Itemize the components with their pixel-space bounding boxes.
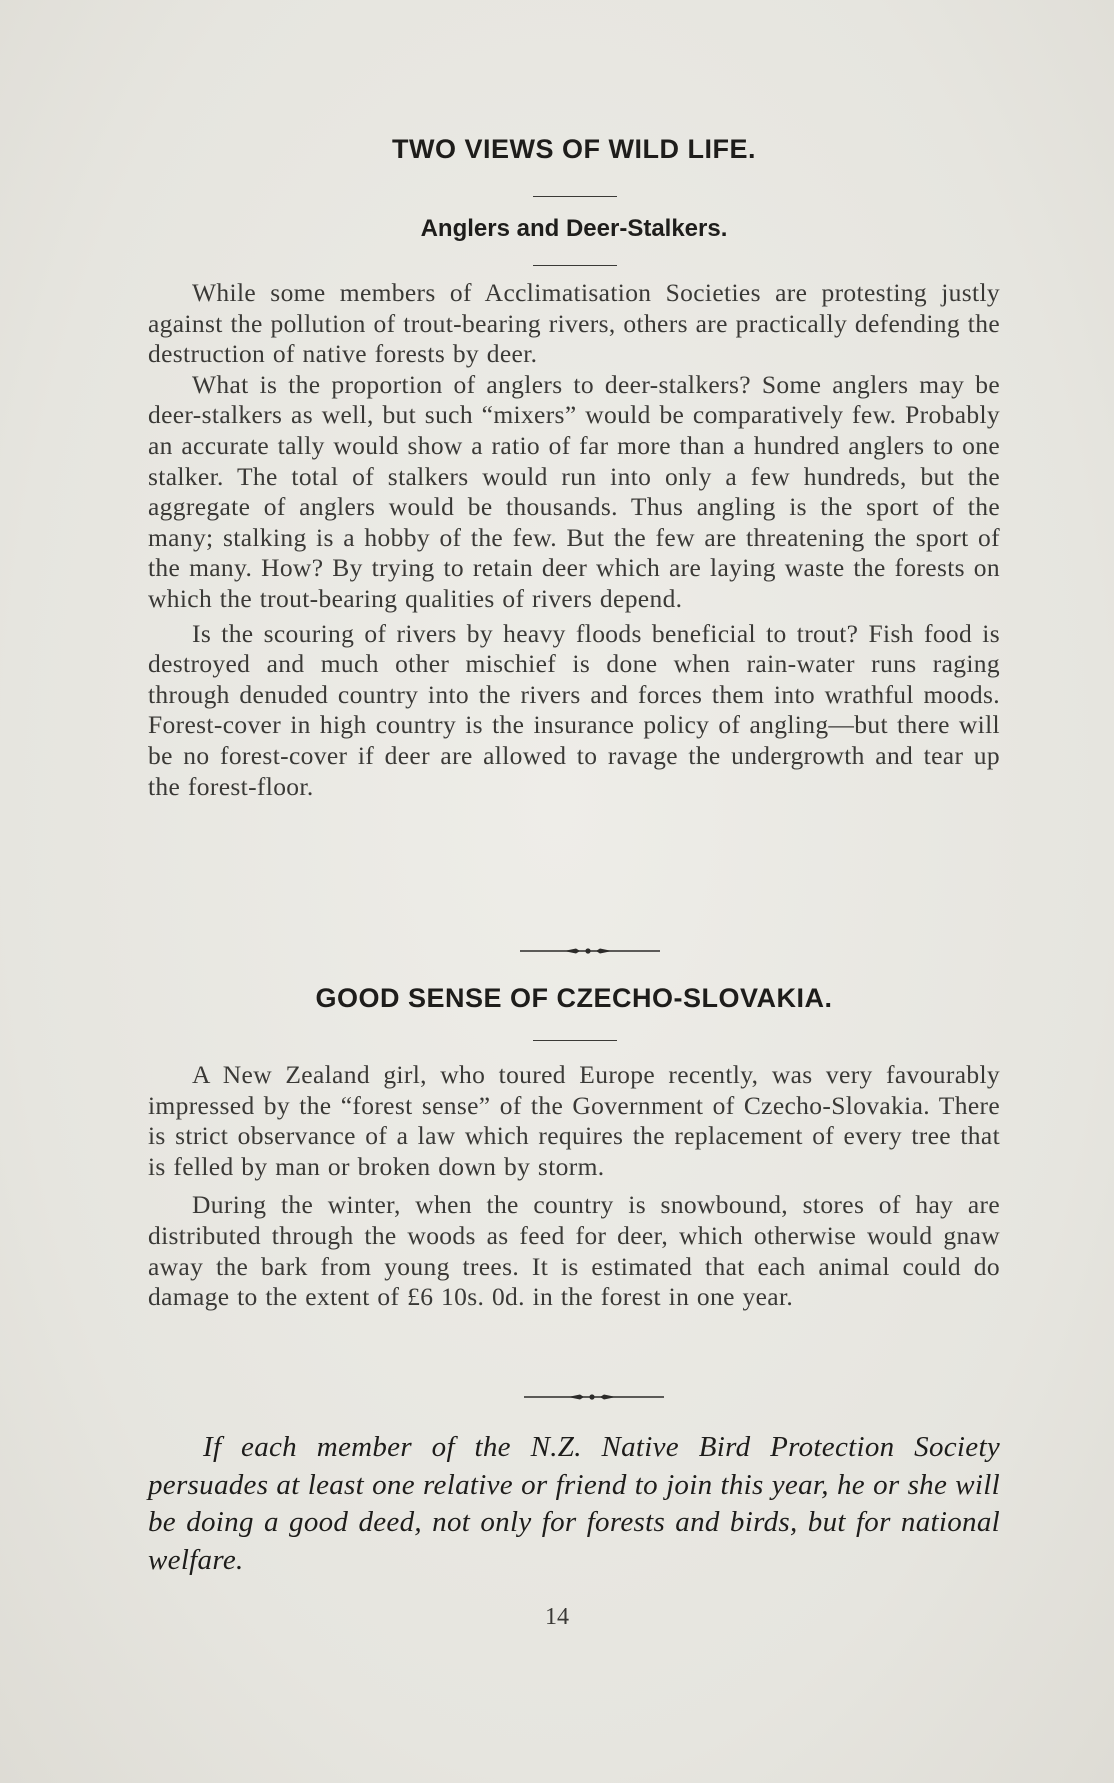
paragraph: During the winter, when the country is snowbound, stores of hay are distributed through the woods as feed for deer, which otherwise would gnaw away the bark from young trees. It is estimated that each animal could do damage to the extent of £6 10s. 0d. in the forest in one year.: [148, 1190, 1000, 1312]
article-title: TWO VIEWS OF WILD LIFE.: [392, 134, 756, 164]
title-rule: [533, 196, 617, 197]
title-rule: [533, 1040, 617, 1041]
article-body: [148, 278, 1000, 802]
paragraph: Is the scouring of rivers by heavy floods beneficial to trout? Fish food is destroyed and much other mischief is done when rain-water runs raging through denuded country into the rivers and forces them into wrathful moods. Forest-cover in high country is the insurance policy of angling—but there will be no forest-cover if deer are allowed to ravage the undergrowth and tear up the forest-floor.: [148, 618, 1000, 801]
subtitle-rule: [533, 265, 617, 266]
paragraph: While some members of Acclimatisation Societies are protesting justly against the pollution of trout-bearing rivers, others are practically defending the destruction of native forests by deer.: [148, 278, 1000, 369]
article-czecho-slovakia: [148, 983, 1000, 1014]
paragraph: A New Zealand girl, who toured Europe recently, was very favourably impressed by the “forest sense” of the Government of Czecho-Slovakia. There is strict observance of a law which requires the replacement of every tree that is felled by man or broken down by storm.: [148, 1060, 1000, 1181]
paragraph: What is the proportion of anglers to deer-stalkers? Some anglers may be deer-stalkers as well, but such “mixers” would be comparatively few. Probably an accurate tally would show a ratio of far more than a hundred anglers to one stalker. The total of stalkers would run into only a few hundreds, but the aggregate of anglers would be thousands. Thus angling is the sport of the many; stalking is a hobby of the few. But the few are threatening the sport of the many. How? By trying to retain deer which are laying waste the forests on which the trout-bearing qualities of rivers depend.: [148, 369, 1000, 613]
article-two-views: [148, 134, 1000, 165]
appeal-block: [148, 1429, 1000, 1579]
article-body: [148, 1060, 1000, 1313]
article-subtitle: Anglers and Deer-Stalkers.: [420, 215, 728, 242]
ornament-divider: [524, 1392, 664, 1402]
ornament-divider: [520, 946, 660, 956]
membership-appeal: If each member of the N.Z. Native Bird Protection Society persuades at least one relative or friend to join this year, he or she will be doing a good deed, not only for forests and birds, but for national welfare.: [148, 1431, 1000, 1576]
page-number: 14: [545, 1604, 569, 1630]
article-title: GOOD SENSE OF CZECHO-SLOVAKIA.: [315, 983, 833, 1013]
article-subtitle-wrap: [148, 215, 1000, 243]
